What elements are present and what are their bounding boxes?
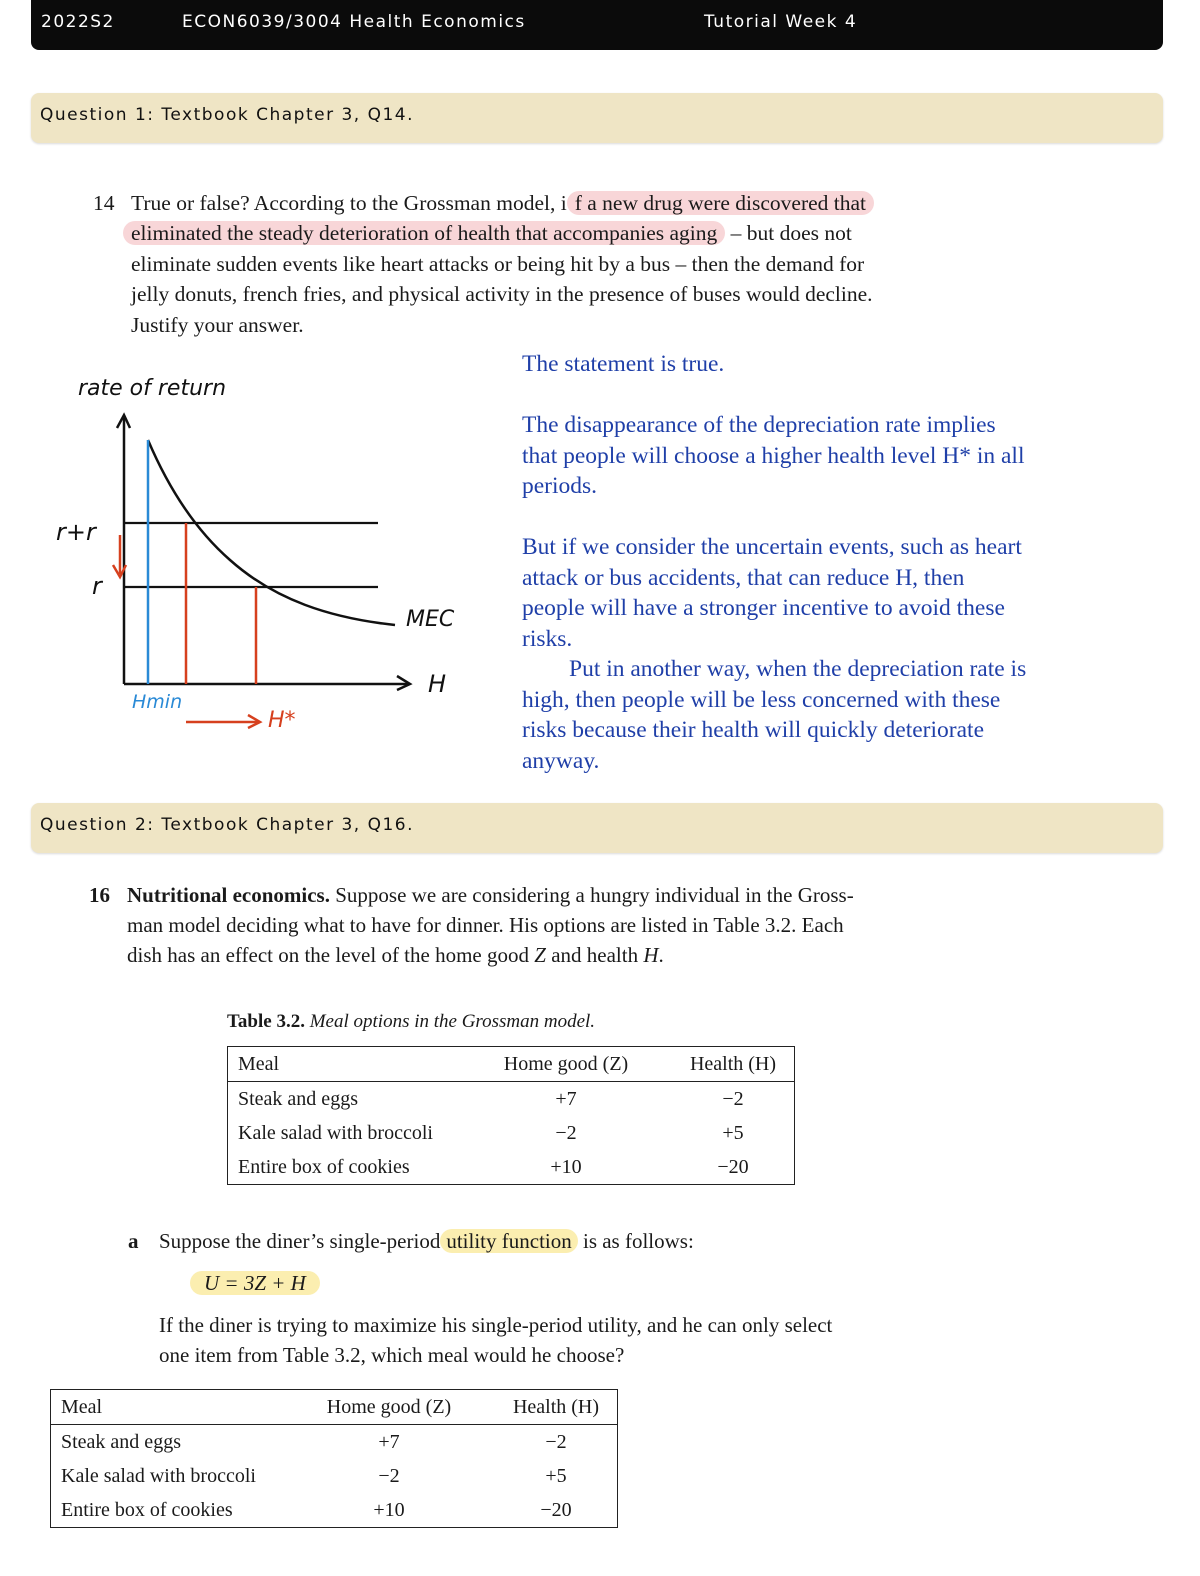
table-row	[228, 1150, 794, 1184]
cell-health: −20	[717, 1155, 749, 1178]
answer-p2-line-2: that people will choose a higher health level H* in all	[522, 442, 1025, 469]
q1-line-3: eliminate sudden events like heart attacks or being hit by a bus – then the demand for	[131, 252, 865, 276]
q2-line-2: man model deciding what to have for dinner. His options are listed in Table 3.2. Each	[127, 913, 844, 937]
label-r-plus-delta: r+r	[56, 518, 96, 546]
follow-line-1: If the diner is trying to maximize his single-period utility, and he can only select	[159, 1313, 833, 1337]
q2-line-3	[127, 940, 664, 971]
q2-bold-lead: Nutritional economics.	[127, 883, 330, 907]
utility-formula: U = 3Z + H	[190, 1271, 320, 1295]
table-row	[228, 1082, 794, 1117]
q2-line-3-c: .	[658, 943, 664, 967]
table-row	[51, 1425, 617, 1460]
q2-var-z: Z	[534, 943, 546, 967]
cell-health: +5	[722, 1121, 744, 1144]
label-r: r	[92, 572, 102, 600]
question-1-banner	[31, 93, 1163, 143]
header-health: Health (H)	[495, 1390, 617, 1425]
sketch-y-label: rate of return	[78, 376, 227, 401]
q2-number-text: 16	[89, 883, 110, 907]
table-caption	[227, 1011, 595, 1033]
answer-p4-line-1: Put in another way, when the depreciation rate is	[569, 656, 1027, 682]
answer-p3-line-2: attack or bus accidents, that can reduce H, then	[522, 564, 965, 591]
part-a-letter	[128, 1226, 139, 1257]
cell-meal: Entire box of cookies	[238, 1155, 410, 1178]
answer-p3-line-1: But if we consider the uncertain events, such as heart	[522, 534, 1022, 560]
question-1-title: Question 1: Textbook Chapter 3, Q14.	[40, 105, 415, 125]
answer-p2-line-1: The disappearance of the depreciation rate implies	[522, 412, 996, 438]
q1-line-5: Justify your answer.	[131, 313, 304, 337]
part-a-line	[159, 1226, 694, 1257]
part-a-highlight: utility function	[440, 1229, 577, 1253]
header-home-good: Home good (Z)	[460, 1047, 672, 1082]
answer-p4-line-2: high, then people will be less concerned with these	[522, 686, 1001, 713]
label-h-axis: H	[428, 670, 447, 698]
header-bar	[31, 0, 1163, 50]
answer-p2-line-3: periods.	[522, 473, 598, 499]
answer-p3-line-3: people will have a stronger incentive to avoid these	[522, 595, 1005, 621]
header-meal: Meal	[228, 1047, 460, 1082]
cell-meal: Kale salad with broccoli	[238, 1121, 433, 1144]
cell-health: −20	[540, 1498, 572, 1521]
cell-health: −2	[722, 1087, 744, 1110]
q2-line-3-a: dish has an effect on the level of the home good	[127, 943, 535, 967]
answer-statement: The statement is true.	[522, 351, 725, 377]
follow-line-2: one item from Table 3.2, which meal would he choose?	[159, 1343, 625, 1367]
cell-home-good: +7	[378, 1430, 400, 1453]
q2-line-3-b: and health	[545, 943, 644, 967]
label-mec: MEC	[406, 607, 455, 632]
table-3-2	[227, 1046, 795, 1185]
q2-var-h: H	[643, 943, 659, 967]
cell-meal: Steak and eggs	[238, 1087, 358, 1110]
table-header-row	[51, 1390, 617, 1425]
table-row	[228, 1116, 794, 1150]
q1-line-1	[131, 188, 874, 219]
utility-formula-wrap	[190, 1268, 320, 1299]
part-a-text-1: Suppose the diner’s single-period	[159, 1229, 441, 1253]
table-caption-label: Table 3.2.	[227, 1011, 305, 1032]
q1-highlight-2: eliminated the steady deterioration of health that accompanies aging	[123, 221, 725, 245]
q1-number: 14	[93, 191, 115, 215]
q1-line-2-text: – but does not	[725, 221, 852, 245]
header-health: Health (H)	[672, 1047, 794, 1082]
answer-p4-line-4: anyway.	[522, 747, 600, 774]
cell-home-good: +10	[550, 1155, 582, 1178]
q2-line-1-text: Suppose we are considering a hungry individual in the Gross-	[329, 883, 854, 907]
q1-line-4: jelly donuts, french fries, and physical activity in the presence of buses would decline.	[131, 282, 873, 306]
cell-home-good: +10	[373, 1498, 405, 1521]
header-meal: Meal	[51, 1390, 283, 1425]
part-a-letter-text: a	[128, 1229, 139, 1253]
part-a-text-2: is as follows:	[577, 1229, 694, 1253]
cell-meal: Kale salad with broccoli	[61, 1464, 256, 1487]
question-2-banner	[31, 803, 1163, 853]
cell-meal: Steak and eggs	[61, 1430, 181, 1453]
cell-health: +5	[545, 1464, 567, 1487]
grossman-sketch	[40, 360, 510, 740]
question-2-title: Question 2: Textbook Chapter 3, Q16.	[40, 815, 415, 835]
q1-highlight-1: f a new drug were discovered that	[567, 191, 874, 215]
cell-home-good: −2	[555, 1121, 577, 1144]
header-home-good: Home good (Z)	[283, 1390, 495, 1425]
cell-home-good: +7	[555, 1087, 577, 1110]
answer-p3-line-4: risks.	[522, 625, 573, 652]
label-hmin: Hmin	[132, 691, 183, 713]
answer-block	[522, 349, 1162, 776]
term-label: 2022S2	[41, 12, 115, 32]
tutorial-label: Tutorial Week 4	[704, 12, 858, 32]
table-caption-text: Meal options in the Grossman model.	[309, 1011, 596, 1032]
cell-home-good: −2	[378, 1464, 400, 1487]
table-row	[51, 1459, 617, 1493]
q1-line-1-text: True or false? According to the Grossman model, i	[131, 191, 567, 215]
cell-health: −2	[545, 1430, 567, 1453]
q2-line-1	[127, 880, 854, 911]
label-hstar: H*	[268, 708, 296, 733]
course-title: ECON6039/3004 Health Economics	[182, 12, 526, 32]
table-row	[51, 1493, 617, 1527]
meal-table-copy	[50, 1389, 618, 1528]
cell-meal: Entire box of cookies	[61, 1498, 233, 1521]
q2-number	[89, 880, 110, 911]
answer-p4-line-3: risks because their health will quickly deteriorate	[522, 717, 985, 743]
table-header-row	[228, 1047, 794, 1082]
q1-line-2	[123, 218, 852, 249]
